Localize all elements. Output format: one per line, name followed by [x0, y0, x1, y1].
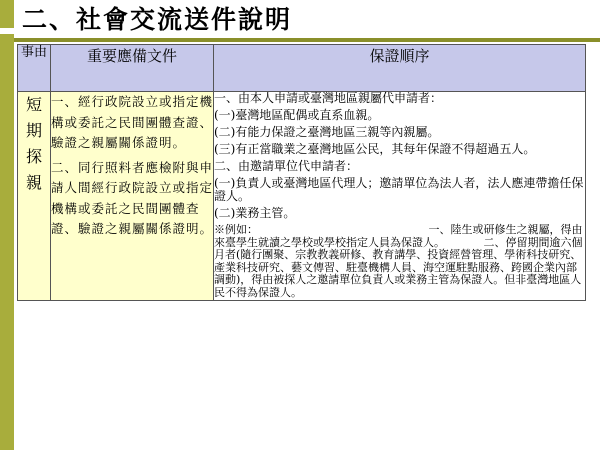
requirements-table — [17, 44, 586, 301]
table-row — [18, 92, 586, 301]
guarantee-item: (二)業務主管。 — [214, 206, 296, 220]
guarantee-item: (一)負責人或臺灣地區代理人；邀請單位為法人者，法人應連帶擔任保證人。 — [214, 176, 584, 203]
guarantee-item: (三)有正當職業之臺灣地區公民，其每年保證不得超過五人。 — [214, 142, 536, 156]
page-title: 二、社會交流送件說明 — [22, 5, 293, 34]
accent-bar-notch — [0, 28, 14, 34]
guarantee-cell — [214, 92, 586, 301]
category-char: 探 — [25, 147, 42, 166]
document-item: 一、經行政院設立或指定機構或委託之民間團體查證、驗證之親屬關係證明。 — [51, 94, 214, 150]
guarantee-item: (一)臺灣地區配偶或直系血親。 — [214, 108, 380, 122]
guarantee-item: 一、由本人申請或臺灣地區親屬代申請者： — [214, 91, 443, 105]
header-documents: 重要應備文件 — [51, 45, 214, 92]
document-item: 二、同行照料者應檢附與申請人間經行政院設立或指定機構或委託之民間團體查證、驗證之親屬關係證明。 — [51, 159, 214, 236]
header-reason: 事由 — [18, 45, 51, 92]
table-header-row — [18, 45, 586, 92]
category-cell — [18, 92, 51, 301]
guarantee-item: (二)有能力保證之臺灣地區三親等內親屬。 — [214, 125, 440, 139]
example-note: ※例如： 一、陸生或研修生之親屬，得由來臺學生就讀之學校或學校指定人員為保證人。 二、停留期間逾六個月者(隨行團聚、宗教教義研修、教育講學、投資經營管理、學術科技研究、產業科技研究、藝文傳習、駐臺機構人員、海空運駐點服務、跨國企業內部調動)，得由被探人之邀請單位負責人或業務主管為保證人。但非臺灣地區人民不得為保證人。 — [214, 223, 583, 299]
documents-cell — [51, 92, 214, 301]
category-char: 親 — [25, 173, 42, 192]
left-accent-bar — [0, 0, 14, 450]
category-char: 期 — [25, 121, 42, 140]
category-char: 短 — [25, 95, 42, 114]
guarantee-item: 二、由邀請單位代申請者： — [214, 159, 359, 173]
title-underline — [14, 38, 600, 42]
header-guarantee: 保證順序 — [214, 45, 586, 92]
